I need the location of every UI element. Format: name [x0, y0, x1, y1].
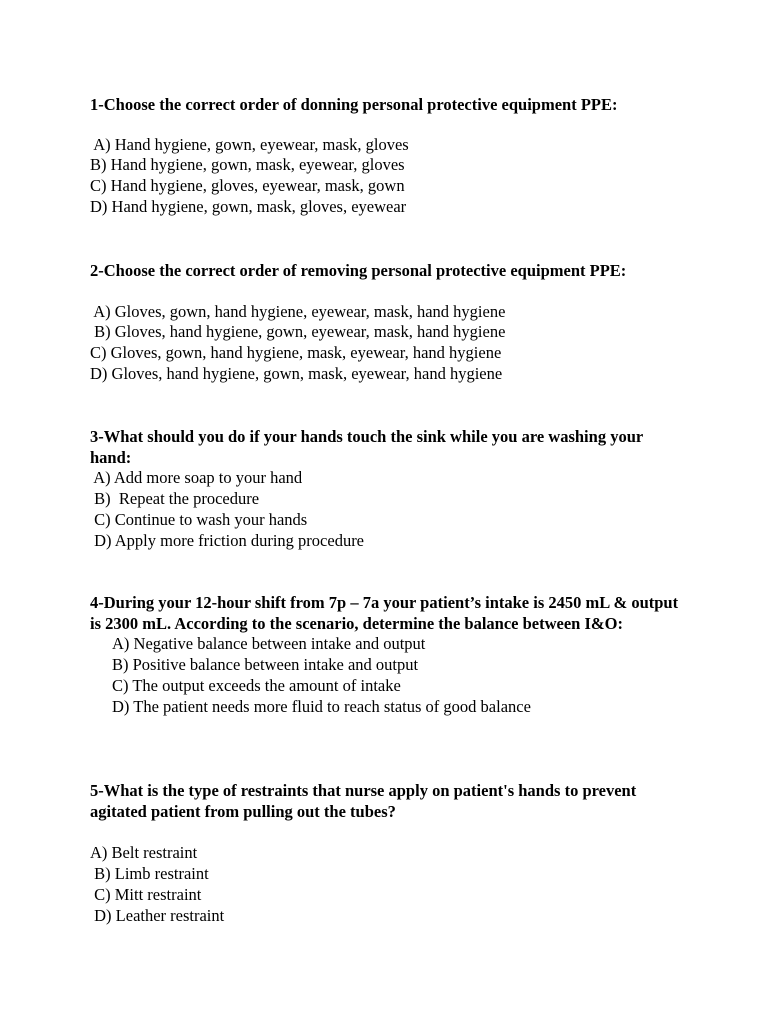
- option-list: [90, 468, 690, 551]
- question-stem: 1-Choose the correct order of donning personal protective equipment PPE:: [90, 95, 618, 114]
- question-stem: 2-Choose the correct order of removing personal protective equipment PPE:: [90, 261, 627, 280]
- option-c: C) Mitt restraint: [90, 884, 202, 904]
- option-b: B) Positive balance between intake and output: [112, 655, 419, 675]
- option-list: [90, 843, 690, 926]
- question-stem: 4-During your 12-hour shift from 7p – 7a your patient’s intake is 2450 mL & output is 2300 mL. According to the scenario, determine the balance between I&O:: [90, 593, 679, 633]
- option-list: [90, 302, 690, 385]
- option-list: [90, 634, 690, 717]
- option-b: B) Repeat the procedure: [90, 489, 260, 509]
- option-a: A) Belt restraint: [90, 843, 198, 863]
- option-a: A) Add more soap to your hand: [90, 468, 303, 488]
- option-d: D) Leather restraint: [90, 905, 225, 925]
- question-1: [90, 95, 690, 218]
- option-b: B) Gloves, hand hygiene, gown, eyewear, mask, hand hygiene: [90, 322, 506, 342]
- option-a: A) Negative balance between intake and output: [112, 634, 426, 654]
- option-d: D) Apply more friction during procedure: [90, 530, 365, 550]
- option-c: C) Continue to wash your hands: [90, 509, 308, 529]
- option-b: B) Hand hygiene, gown, mask, eyewear, gloves: [90, 155, 405, 175]
- option-d: D) Gloves, hand hygiene, gown, mask, eyewear, hand hygiene: [90, 363, 503, 383]
- option-c: C) Gloves, gown, hand hygiene, mask, eyewear, hand hygiene: [90, 343, 502, 363]
- option-list: [90, 135, 690, 218]
- option-d: D) Hand hygiene, gown, mask, gloves, eyewear: [90, 196, 407, 216]
- question-5: [90, 781, 690, 926]
- question-4: [90, 593, 690, 717]
- option-b: B) Limb restraint: [90, 864, 209, 884]
- question-3: [90, 427, 690, 551]
- option-d: D) The patient needs more fluid to reach status of good balance: [112, 696, 531, 716]
- question-stem: 5-What is the type of restraints that nurse apply on patient's hands to prevent agitated patient from pulling out the tubes?: [90, 781, 637, 821]
- question-2: [90, 261, 690, 385]
- option-c: C) Hand hygiene, gloves, eyewear, mask, gown: [90, 176, 405, 196]
- question-stem: 3-What should you do if your hands touch the sink while you are washing your hand:: [90, 427, 643, 467]
- option-a: A) Hand hygiene, gown, eyewear, mask, gloves: [90, 134, 409, 154]
- option-c: C) The output exceeds the amount of intake: [112, 675, 401, 695]
- option-a: A) Gloves, gown, hand hygiene, eyewear, mask, hand hygiene: [90, 301, 506, 321]
